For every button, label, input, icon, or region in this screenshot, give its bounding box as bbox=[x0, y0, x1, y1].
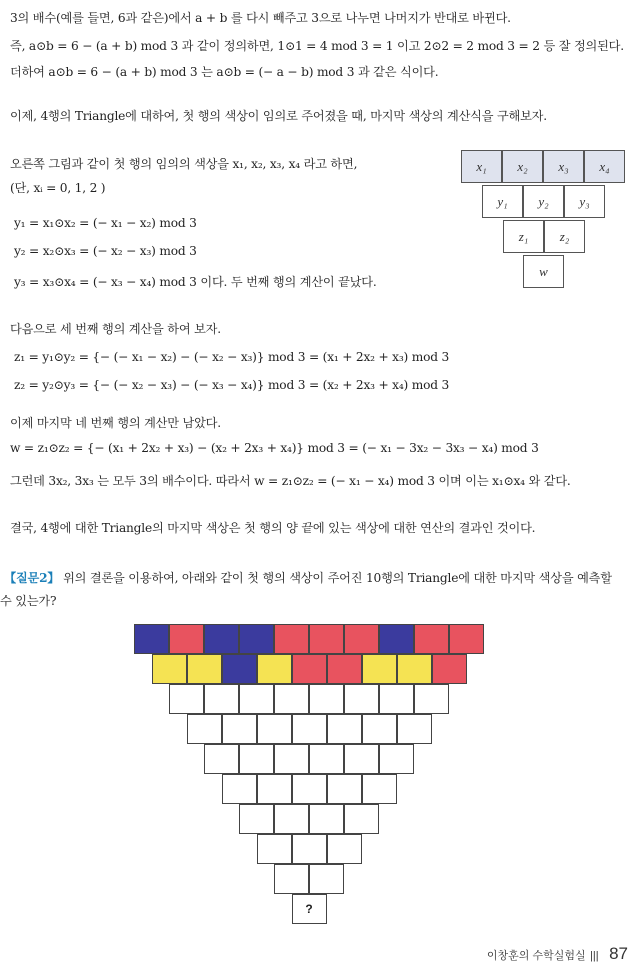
triangle-cell bbox=[169, 624, 204, 654]
triangle-cell bbox=[222, 654, 257, 684]
diagram-cell: x₃ bbox=[543, 150, 584, 183]
triangle-cell bbox=[309, 624, 344, 654]
triangle-cell bbox=[274, 624, 309, 654]
question-line bbox=[4, 569, 612, 586]
triangle-cell bbox=[222, 774, 257, 804]
question-line-2: 수 있는가? bbox=[0, 594, 57, 608]
triangle-cell bbox=[292, 714, 327, 744]
text-line-2: 즉, a⊙b = 6 − (a + b) mod 3 과 같이 정의하면, 1⊙1 = 4 mod 3 = 1 이고 2⊙2 = 2 mod 3 = 2 등 잘 정의된다. bbox=[10, 39, 624, 53]
text-line-5: 오른쪽 그림과 같이 첫 행의 임의의 색상을 x₁, x₂, x₃, x₄ 라고 하면, bbox=[10, 157, 358, 171]
triangle-cell bbox=[344, 804, 379, 834]
triangle-cell bbox=[327, 834, 362, 864]
triangle-cell bbox=[134, 624, 169, 654]
text-line-14: w = z₁⊙z₂ = {− (x₁ + 2x₂ + x₃) − (x₂ + 2x₃ + x₄)} mod 3 = (− x₁ − 3x₂ − 3x₃ − x₄) mod 3 bbox=[10, 441, 539, 455]
triangle-cell bbox=[379, 744, 414, 774]
triangle-cell bbox=[309, 804, 344, 834]
triangle-cell bbox=[379, 684, 414, 714]
text-line-7: y₁ = x₁⊙x₂ = (− x₁ − x₂) mod 3 bbox=[14, 216, 197, 230]
triangle-cell bbox=[397, 714, 432, 744]
triangle-cell bbox=[274, 744, 309, 774]
triangle-cell bbox=[449, 624, 484, 654]
text-line-15: 그런데 3x₂, 3x₃ 는 모두 3의 배수이다. 따라서 w = z₁⊙z₂ = (− x₁ − x₄) mod 3 이며 이는 x₁⊙x₄ 와 같다. bbox=[10, 474, 571, 488]
triangle-cell bbox=[432, 654, 467, 684]
text-line-11: z₁ = y₁⊙y₂ = {− (− x₁ − x₂) − (− x₂ − x₃)} mod 3 = (x₁ + 2x₂ + x₃) mod 3 bbox=[14, 350, 450, 364]
diagram-cell: x₄ bbox=[584, 150, 625, 183]
triangle-cell: ? bbox=[292, 894, 327, 924]
triangle-cell bbox=[414, 684, 449, 714]
triangle-cell bbox=[344, 684, 379, 714]
triangle-cell bbox=[292, 774, 327, 804]
triangle-cell bbox=[379, 624, 414, 654]
diagram-cell: z₂ bbox=[544, 220, 585, 253]
footer-separator: ||| bbox=[590, 950, 599, 962]
triangle-cell bbox=[344, 624, 379, 654]
text-line-10: 다음으로 세 번째 행의 계산을 하여 보자. bbox=[10, 322, 221, 336]
triangle-cell bbox=[204, 744, 239, 774]
triangle-cell bbox=[274, 864, 309, 894]
triangle-cell bbox=[344, 744, 379, 774]
triangle-cell bbox=[309, 744, 344, 774]
text-line-4: 이제, 4행의 Triangle에 대하여, 첫 행의 색상이 임의로 주어졌을 때, 마지막 색상의 계산식을 구해보자. bbox=[10, 109, 547, 123]
triangle-cell bbox=[257, 714, 292, 744]
diagram-cell: y₂ bbox=[523, 185, 564, 218]
diagram-cell: y₃ bbox=[564, 185, 605, 218]
triangle-cell bbox=[327, 654, 362, 684]
triangle-cell bbox=[169, 684, 204, 714]
triangle-cell bbox=[257, 774, 292, 804]
triangle-cell bbox=[239, 624, 274, 654]
text-line-9: y₃ = x₃⊙x₄ = (− x₃ − x₄) mod 3 이다. 두 번째 행의 계산이 끝났다. bbox=[14, 275, 377, 289]
triangle-cell bbox=[414, 624, 449, 654]
text-line-13: 이제 마지막 네 번째 행의 계산만 남았다. bbox=[10, 416, 221, 430]
diagram-cell: w bbox=[523, 255, 564, 288]
triangle-cell bbox=[327, 714, 362, 744]
diagram-cell: x₁ bbox=[461, 150, 502, 183]
page-number: 87 bbox=[609, 944, 628, 963]
triangle-cell bbox=[257, 654, 292, 684]
question-label: 【질문2】 bbox=[4, 571, 60, 585]
diagram-cell: y₁ bbox=[482, 185, 523, 218]
triangle-cell bbox=[362, 654, 397, 684]
page-footer bbox=[487, 944, 628, 964]
triangle-cell bbox=[152, 654, 187, 684]
triangle-cell bbox=[274, 684, 309, 714]
text-line-3: 더하여 a⊙b = 6 − (a + b) mod 3 는 a⊙b = (− a − b) mod 3 과 같은 식이다. bbox=[10, 65, 439, 79]
triangle-cell bbox=[239, 744, 274, 774]
triangle-cell bbox=[397, 654, 432, 684]
triangle-cell bbox=[187, 654, 222, 684]
triangle-cell bbox=[327, 774, 362, 804]
footer-title: 이창훈의 수학실험실 bbox=[486, 950, 586, 962]
triangle-cell bbox=[309, 864, 344, 894]
triangle-cell bbox=[362, 714, 397, 744]
triangle-cell bbox=[292, 834, 327, 864]
triangle-cell bbox=[204, 624, 239, 654]
triangle-cell bbox=[239, 684, 274, 714]
triangle-cell bbox=[309, 684, 344, 714]
triangle-cell bbox=[362, 774, 397, 804]
triangle-cell bbox=[274, 804, 309, 834]
diagram-cell: z₁ bbox=[503, 220, 544, 253]
triangle-cell bbox=[292, 654, 327, 684]
question-text: 위의 결론을 이용하여, 아래와 같이 첫 행의 색상이 주어진 10행의 Triangle에 대한 마지막 색상을 예측할 bbox=[59, 571, 612, 585]
triangle-cell bbox=[222, 714, 257, 744]
text-line-12: z₂ = y₂⊙y₃ = {− (− x₂ − x₃) − (− x₃ − x₄)} mod 3 = (x₂ + 2x₃ + x₄) mod 3 bbox=[14, 378, 450, 392]
triangle-cell bbox=[204, 684, 239, 714]
text-line-16: 결국, 4행에 대한 Triangle의 마지막 색상은 첫 행의 양 끝에 있는 색상에 대한 연산의 결과인 것이다. bbox=[10, 521, 536, 535]
triangle-cell bbox=[257, 834, 292, 864]
triangle-cell bbox=[239, 804, 274, 834]
diagram-cell: x₂ bbox=[502, 150, 543, 183]
text-line-6: (단, xᵢ = 0, 1, 2 ) bbox=[10, 181, 106, 195]
triangle-cell bbox=[187, 714, 222, 744]
text-line-1: 3의 배수(예를 들면, 6과 같은)에서 a + b 를 다시 빼주고 3으로 나누면 나머지가 반대로 바뀐다. bbox=[10, 11, 511, 25]
text-line-8: y₂ = x₂⊙x₃ = (− x₂ − x₃) mod 3 bbox=[14, 244, 197, 258]
